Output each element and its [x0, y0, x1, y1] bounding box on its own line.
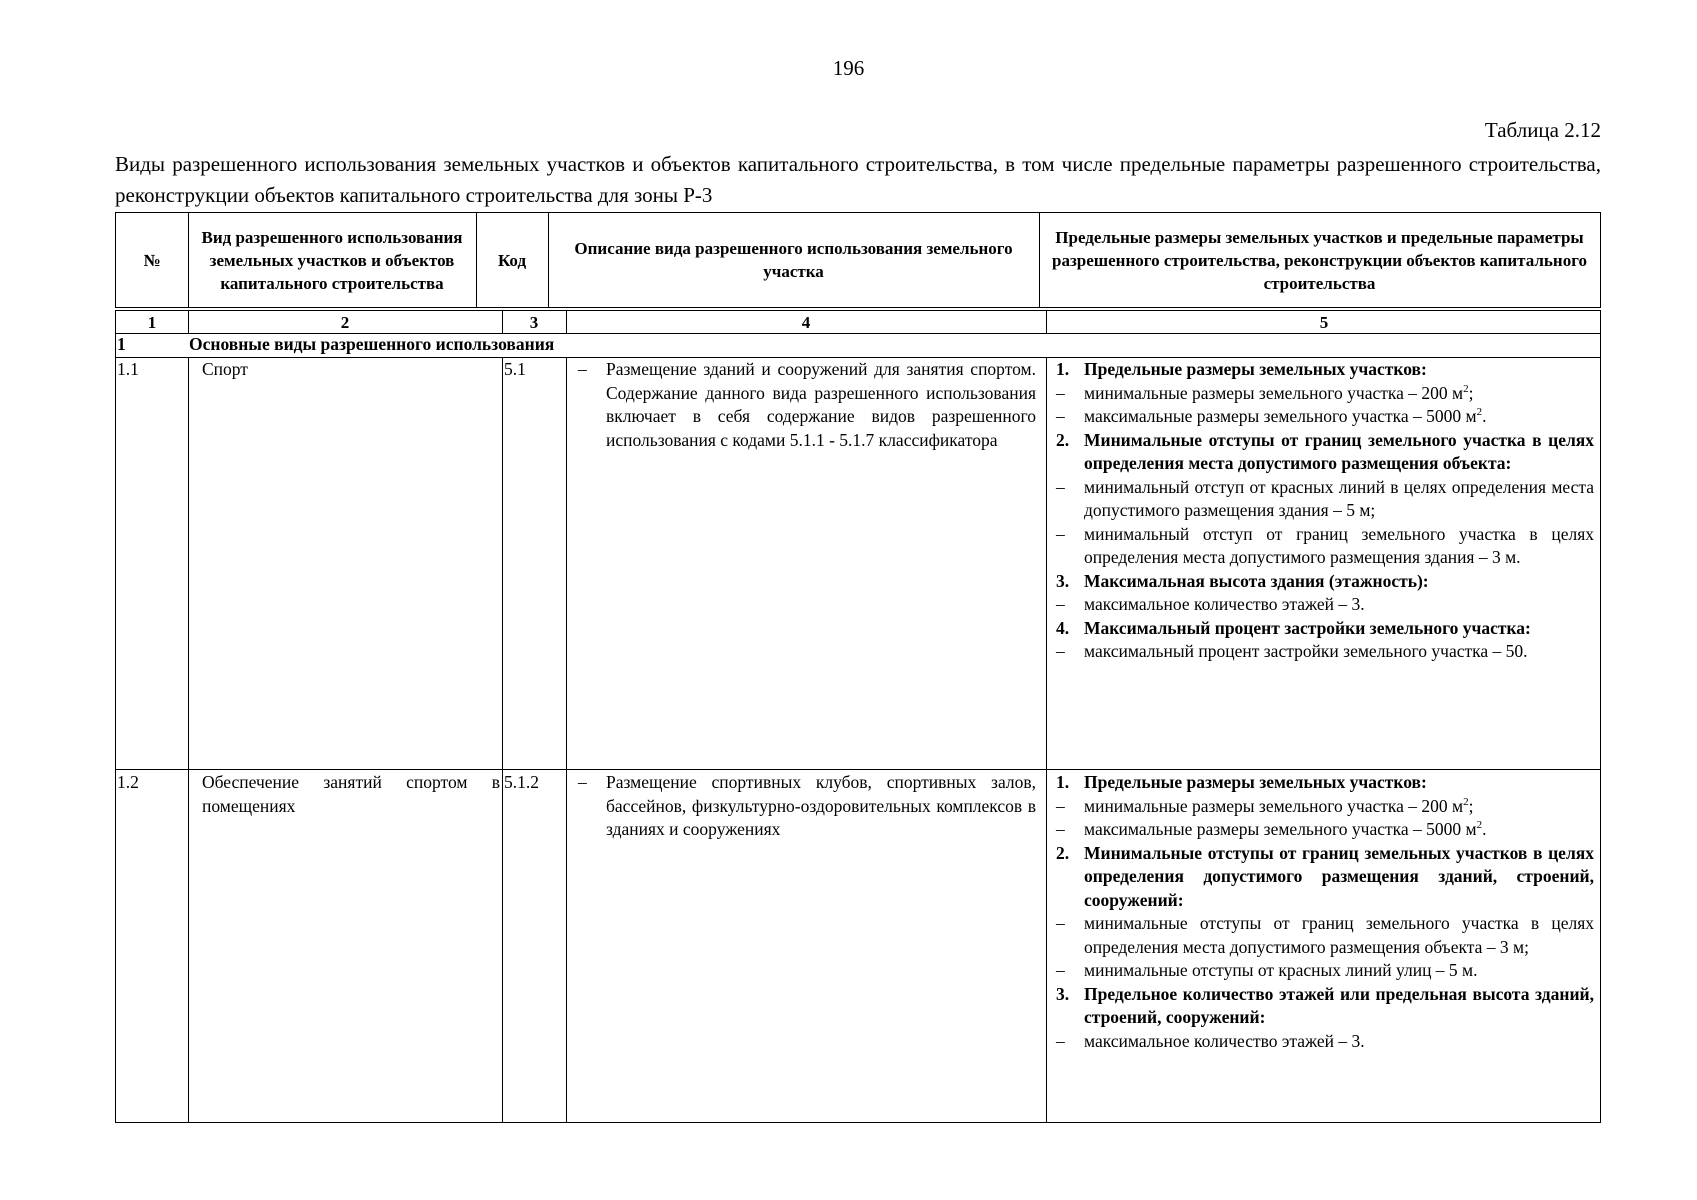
- parameter-text: максимальный процент застройки земельного участка – 50.: [1084, 641, 1528, 661]
- parameter-text: минимальные размеры земельного участка – 200 $м^2$;: [1084, 382, 1474, 403]
- document-title: Виды разрешенного использования земельных участков и объектов капитального строительства, в том числе предельные параметры разрешенного строительства, реконструкции объектов капитального строительства для зоны Р-3: [115, 152, 1601, 207]
- list-marker: 1.: [1056, 772, 1070, 792]
- parameter-text: максимальное количество этажей – 3.: [1084, 594, 1365, 614]
- row-number: 1.2: [117, 772, 139, 792]
- parameter-heading: [1056, 570, 1594, 594]
- parameter-item: [1056, 476, 1594, 523]
- page-number: 196: [832, 56, 865, 80]
- column-number-1: 1: [147, 313, 157, 332]
- header-code: Код: [497, 250, 527, 270]
- use-description: [578, 358, 1036, 452]
- use-type-name: Обеспечение занятий спортом в помещениях: [202, 772, 500, 816]
- list-marker: –: [1056, 795, 1065, 816]
- list-marker: 2.: [1056, 429, 1070, 450]
- parameter-text: минимальные отступы от границ земельного участка в целях определения места допустимого размещения объекта – 3 м;: [1084, 913, 1594, 957]
- list-marker: –: [1056, 960, 1065, 980]
- row-parameters: [1056, 771, 1594, 1053]
- parameter-heading: [1056, 429, 1594, 476]
- parameter-text: минимальный отступ от красных линий в целях определения места допустимого размещения здания – 5 м;: [1084, 476, 1594, 520]
- parameter-text: Минимальные отступы от границ земельного участка в целях определения места допустимого размещения объекта:: [1084, 429, 1594, 473]
- column-number-3: 3: [529, 313, 539, 332]
- parameter-text: минимальные отступы от красных линий улиц – 5 м.: [1084, 960, 1478, 980]
- list-marker: –: [1056, 913, 1065, 933]
- parameter-text: Максимальный процент застройки земельного участка:: [1084, 617, 1531, 638]
- parameter-heading: [1056, 617, 1594, 641]
- parameter-item: [1056, 523, 1594, 570]
- list-marker: –: [1056, 819, 1065, 839]
- parameter-text: Минимальные отступы от границ земельных участков в целях определения допустимого размещения зданий, строений, сооружений:: [1084, 842, 1594, 910]
- dash-marker: –: [578, 359, 587, 379]
- parameter-text: максимальные размеры земельного участка – 5000 $м^2$.: [1084, 406, 1487, 426]
- parameter-item: [1056, 640, 1594, 664]
- section-title: Основные виды разрешенного использования: [189, 334, 555, 354]
- parameter-text: Предельное количество этажей или предельная высота зданий, строений, сооружений:: [1084, 983, 1594, 1027]
- parameter-item: [1056, 1030, 1594, 1054]
- parameter-text: минимальные размеры земельного участка – 200 $м^2$;: [1084, 795, 1474, 816]
- parameter-text: максимальные размеры земельного участка – 5000 $м^2$.: [1084, 819, 1487, 839]
- parameter-item: [1056, 405, 1594, 429]
- list-marker: 3.: [1056, 983, 1070, 1004]
- table-label: Таблица 2.12: [1484, 118, 1601, 142]
- section-number: 1: [117, 334, 126, 354]
- list-marker: –: [1056, 594, 1065, 614]
- list-marker: –: [1056, 476, 1065, 497]
- use-type-code: 5.1: [504, 359, 526, 379]
- dash-marker: –: [578, 772, 587, 792]
- list-marker: 3.: [1056, 570, 1070, 591]
- list-marker: 1.: [1056, 359, 1070, 379]
- header-use-type: Вид разрешенного использования земельных участков и объектов капитального строительства: [201, 227, 463, 293]
- list-marker: –: [1056, 1030, 1065, 1051]
- header-description: Описание вида разрешенного использования земельного участка: [574, 239, 1013, 281]
- header-parameters: Предельные размеры земельных участков и предельные параметры разрешенного строительства, реконструкции объектов капитального строительства: [1052, 227, 1587, 293]
- use-description: [578, 771, 1036, 842]
- parameter-text: Максимальная высота здания (этажность):: [1084, 570, 1429, 591]
- list-marker: –: [1056, 523, 1065, 544]
- header-number: №: [143, 250, 161, 270]
- parameter-item: [1056, 959, 1594, 983]
- column-number-2: 2: [340, 313, 350, 332]
- list-marker: –: [1056, 641, 1065, 661]
- column-number-5: 5: [1319, 313, 1329, 332]
- parameter-item: [1056, 818, 1594, 842]
- parameter-text: минимальный отступ от границ земельного участка в целях определения места допустимого размещения здания – 3 м.: [1084, 523, 1594, 567]
- use-type-name: Спорт: [202, 359, 248, 379]
- list-marker: –: [1056, 406, 1065, 426]
- parameter-heading: [1056, 771, 1594, 795]
- parameter-heading: [1056, 842, 1594, 913]
- list-marker: 4.: [1056, 617, 1070, 638]
- table-body: [115, 310, 1601, 1123]
- list-marker: 2.: [1056, 842, 1070, 863]
- parameter-item: [1056, 593, 1594, 617]
- table-header: [115, 212, 1601, 308]
- list-marker: –: [1056, 382, 1065, 403]
- description-text: Размещение зданий и сооружений для занятия спортом. Содержание данного вида разрешенного использования включает в себя содержание видов разрешенного использования с кодами 5.1.1 - 5.1.7 классификатора: [606, 359, 1036, 450]
- row-number: 1.1: [117, 359, 139, 379]
- parameter-item: [1056, 795, 1594, 819]
- parameter-item: [1056, 912, 1594, 959]
- parameter-text: Предельные размеры земельных участков:: [1084, 359, 1427, 379]
- parameter-text: максимальное количество этажей – 3.: [1084, 1030, 1365, 1051]
- parameter-item: [1056, 382, 1594, 406]
- parameter-heading: [1056, 983, 1594, 1030]
- parameter-text: Предельные размеры земельных участков:: [1084, 772, 1427, 792]
- row-parameters: [1056, 358, 1594, 664]
- column-number-4: 4: [801, 313, 811, 332]
- description-text: Размещение спортивных клубов, спортивных залов, бассейнов, физкультурно-оздоровительных комплексов в зданиях и сооружениях: [606, 772, 1036, 839]
- parameter-heading: [1056, 358, 1594, 382]
- use-type-code: 5.1.2: [504, 772, 539, 792]
